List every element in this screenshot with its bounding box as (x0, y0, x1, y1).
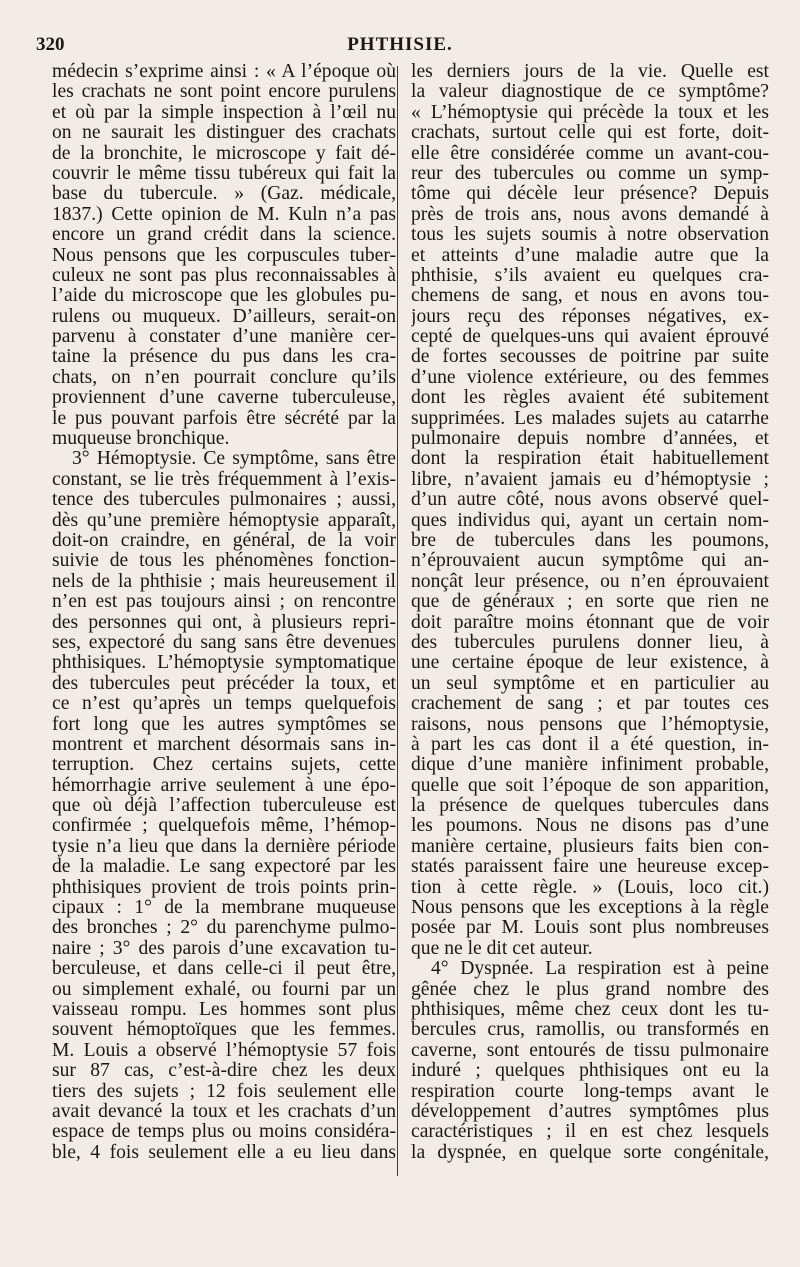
text-line: nels de la phthisie ; mais heureusement il (52, 571, 396, 592)
text-line: gênée chez le plus grand nombre des (411, 979, 769, 1000)
text-line: d’une violence extérieure, ou des femmes (411, 367, 769, 388)
text-line: bre de tubercules dans les poumons, (411, 530, 769, 551)
text-line: les derniers jours de la vie. Quelle est (411, 62, 769, 82)
text-line: couvrir le même tissu tubéreux qui fait la (52, 163, 396, 184)
text-line: proviennent d’une caverne tuberculeuse, (52, 388, 396, 409)
text-line: que ne le dit cet auteur. (411, 938, 593, 959)
text-line: ou simplement exhalé, ou fourni par un (52, 979, 396, 1000)
text-line: hémorrhagie arrive seulement à une épo- (52, 775, 396, 796)
text-line: bercules crus, ramollis, ou transformés en (411, 1020, 769, 1041)
running-title: PHTHISIE. (347, 34, 453, 55)
text-line: les crachats ne sont point encore purulens (52, 82, 396, 103)
text-line: elle être considérée comme un avant-cou- (411, 143, 769, 164)
text-line: l’aide du microscope que les globules pu- (52, 286, 396, 307)
text-line: de la bronchite, le microscope y fait dé- (52, 143, 396, 164)
text-line: caverne, sont entourés de tissu pulmonaire (411, 1040, 769, 1061)
text-line: dont les règles avaient été subitement (411, 388, 769, 409)
text-line: quelle que soit l’époque de son apparition, (411, 775, 769, 796)
text-line: n’éprouvaient aucun symptôme qui an- (411, 551, 769, 572)
text-line: avait devancé la toux et les crachats d’un (52, 1101, 396, 1122)
text-line: tion à cette règle. » (Louis, loco cit.) (411, 877, 769, 898)
text-line: près de trois ans, nous avons demandé à (411, 204, 769, 225)
text-line: les poumons. Nous ne disons pas d’une (411, 816, 769, 837)
text-line: cipaux : 1° de la membrane muqueuse (52, 898, 396, 919)
text-line: et où par la simple inspection à l’œil nu (52, 102, 396, 123)
text-line: parvenu à constater d’une manière cer- (52, 327, 396, 348)
text-line: dique d’une manière infiniment probable, (411, 755, 769, 776)
text-line: jours reçu des réponses négatives, ex- (411, 306, 769, 327)
text-line: induré ; quelques phthisiques ont eu la (411, 1061, 769, 1082)
text-line: d’un autre côté, nous avons observé quel- (411, 490, 769, 511)
text-line: suivie de tous les phénomènes fonction- (52, 551, 396, 572)
text-line: manière certaine, plusieurs faits bien con- (411, 836, 769, 857)
text-line: Nous pensons que les corpuscules tuber- (52, 245, 396, 266)
text-line: tysie n’a lieu que dans la dernière période (52, 836, 396, 857)
text-line: vaisseau rompu. Les hommes sont plus (52, 999, 396, 1020)
text-line: dont la respiration était habituellement (411, 449, 769, 470)
text-line: M. Louis a observé l’hémoptysie 57 fois (52, 1040, 396, 1061)
text-line: rulens ou muqueux. D’ailleurs, serait-on (52, 306, 396, 327)
text-line: fort long que les autres symptômes se (52, 714, 396, 735)
text-line: Nous pensons que les exceptions à la règle (411, 898, 769, 919)
text-line: phthisiques provient de trois points prin- (52, 877, 396, 898)
text-line: dès qu’une première hémoptysie apparaît, (52, 510, 396, 531)
text-line: nonçât leur présence, ou n’en éprouvaient (411, 571, 769, 592)
text-line: médecin s’exprime ainsi : « A l’époque où (52, 62, 396, 82)
text-line: ses, expectoré du sang sans être devenues (52, 632, 396, 653)
text-line: on ne saurait les distinguer des crachats (52, 123, 396, 144)
text-line: de la maladie. Le sang expectoré par les (52, 857, 396, 878)
text-line: berculeuse, et dans celle-ci il peut être, (52, 959, 396, 980)
text-line: des personnes qui ont, à plusieurs repri- (52, 612, 396, 633)
text-line: constant, se lie très fréquemment à l’exis- (52, 469, 396, 490)
text-line: crachats, surtout celle qui est forte, doit- (411, 123, 769, 144)
text-line: 3° Hémoptysie. Ce symptôme, sans être (72, 449, 396, 470)
text-line: posée par M. Louis sont plus nombreuses (411, 918, 769, 939)
text-line: caractéristiques ; il en est chez lesquels (411, 1122, 769, 1143)
text-line: à part les cas dont il a été question, in- (411, 734, 769, 755)
text-line: tence des tubercules pulmonaires ; aussi, (52, 490, 396, 511)
text-line: sur 87 cas, c’est-à-dire chez les deux (52, 1061, 396, 1082)
text-line: souvent hémoptoïques que les femmes. (52, 1020, 396, 1041)
text-line: muqueuse bronchique. (52, 429, 230, 450)
text-line: 4° Dyspnée. La respiration est à peine (431, 959, 769, 980)
text-line: n’en est pas toujours ainsi ; on rencontre (52, 592, 396, 613)
text-line: culeux ne sont pas plus reconnaissables à (52, 265, 396, 286)
text-line: une certaine époque de leur existence, à (411, 653, 769, 674)
text-line: terruption. Chez certains sujets, cette (52, 755, 396, 776)
text-line: phthisiques. L’hémoptysie symptomatique (52, 653, 396, 674)
text-line: ble, 4 fois seulement elle a eu lieu dans (52, 1142, 396, 1163)
text-line: le pus pouvant parfois être sécrété par la (52, 408, 396, 429)
text-line: crachement de sang ; et par toutes ces (411, 694, 769, 715)
text-line: phthisiques, même chez ceux dont les tu- (411, 999, 769, 1020)
text-line: la valeur diagnostique de ce symptôme? (411, 82, 769, 103)
text-line: ce n’est qu’après un temps quelquefois (52, 694, 396, 715)
text-line: reur des tubercules ou comme un symp- (411, 163, 769, 184)
text-line: que où déjà l’affection tuberculeuse est (52, 796, 396, 817)
text-line: que de généraux ; en sorte que rien ne (411, 592, 769, 613)
text-line: statés paraissent faire une heureuse excep- (411, 857, 769, 878)
page-number: 320 (36, 34, 65, 55)
page-header (28, 34, 772, 60)
text-line: base du tubercule. » (Gaz. médicale, (52, 184, 396, 205)
text-line: des tubercules peut précéder la toux, et (52, 673, 396, 694)
text-line: encore un grand crédit dans la science. (52, 225, 396, 246)
text-line: tiers des sujets ; 12 fois seulement elle (52, 1081, 396, 1102)
text-line: ques individus qui, ayant un certain nom- (411, 510, 769, 531)
text-line: taine la présence du pus dans les cra- (52, 347, 396, 368)
text-line: doit-on craindre, en général, de la voir (52, 530, 396, 551)
text-line: naire ; 3° des parois d’une excavation tu- (52, 938, 396, 959)
text-line: libre, n’avaient jamais eu d’hémoptysie ; (411, 469, 769, 490)
text-line: « L’hémoptysie qui précède la toux et les (411, 102, 769, 123)
text-line: chats, on n’en pourrait conclure qu’ils (52, 367, 396, 388)
text-line: développement d’autres symptômes plus (411, 1101, 769, 1122)
text-line: tôme qui décèle leur présence? Depuis (411, 184, 769, 205)
text-line: un seul symptôme et en particulier au (411, 673, 769, 694)
text-line: espace de temps plus ou moins considéra- (52, 1122, 396, 1143)
text-line: des bronches ; 2° du parenchyme pulmo- (52, 918, 396, 939)
text-line: supprimées. Les malades sujets au catarrhe (411, 408, 769, 429)
text-line: cepté de quelques-uns qui avaient éprouvé (411, 327, 769, 348)
text-line: de fortes secousses de poitrine par suite (411, 347, 769, 368)
text-line: doit paraître moins étonnant que de voir (411, 612, 769, 633)
text-line: chemens de sang, et nous en avons tou- (411, 286, 769, 307)
text-line: la dyspnée, en quelque sorte congénitale, (411, 1142, 769, 1163)
text-line: montrent et marchent désormais sans in- (52, 734, 396, 755)
text-line: phthisie, s’ils avaient eu quelques cra- (411, 265, 769, 286)
text-line: la présence de quelques tubercules dans (411, 796, 769, 817)
text-line: 1837.) Cette opinion de M. Kuln n’a pas (52, 204, 396, 225)
left-text-column (52, 62, 396, 1163)
text-line: respiration courte long-temps avant le (411, 1081, 769, 1102)
text-line: pulmonaire depuis nombre d’années, et (411, 429, 769, 450)
right-text-column (411, 62, 769, 1163)
text-line: et atteints d’une maladie autre que la (411, 245, 769, 266)
text-line: raisons, nous pensons que l’hémoptysie, (411, 714, 769, 735)
text-line: des tubercules purulens donner lieu, à (411, 632, 769, 653)
column-divider (397, 66, 398, 1176)
text-line: tous les sujets soumis à notre observation (411, 225, 769, 246)
text-line: confirmée ; quelquefois même, l’hémop- (52, 816, 396, 837)
